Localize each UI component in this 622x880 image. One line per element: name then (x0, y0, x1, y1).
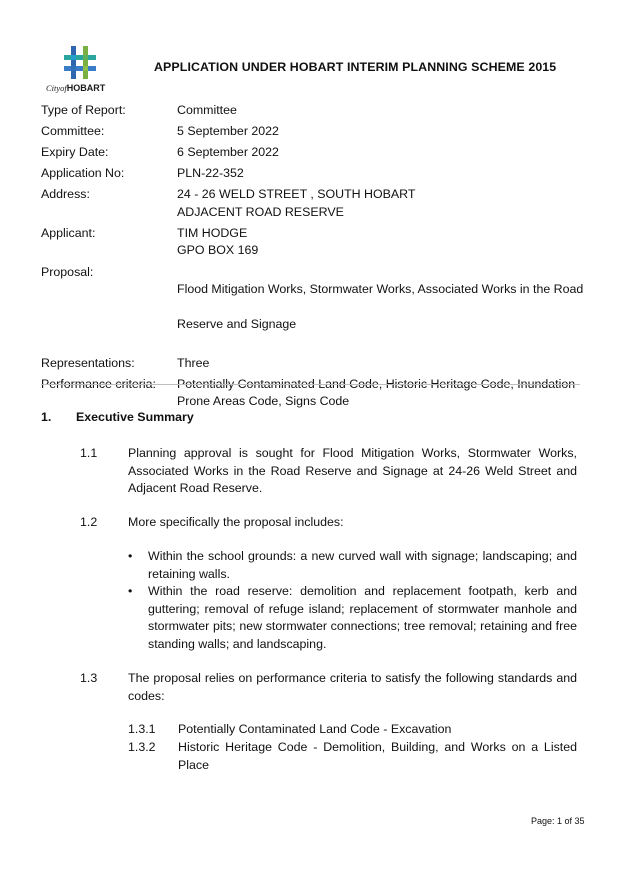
detail-value: PLN-22-352 (177, 166, 244, 181)
subitem-1-3-2 (128, 739, 577, 774)
section-number: 1. (41, 410, 52, 424)
detail-label: Expiry Date: (41, 145, 109, 160)
paragraph-number: 1.1 (80, 446, 98, 460)
detail-value: Committee (177, 103, 237, 117)
paragraph-number: 1.2 (80, 515, 98, 529)
detail-row-criteria (41, 376, 586, 411)
subitem-1-3-1 (128, 721, 577, 739)
report-details (41, 102, 586, 414)
page-number: Page: 1 of 35 (531, 816, 585, 826)
section-title: Executive Summary (76, 410, 194, 424)
detail-value: 24 - 26 WELD STREET , SOUTH HOBART ADJACENT ROAD RESERVE (177, 187, 416, 219)
detail-label: Application No: (41, 166, 125, 181)
paragraph-text: Planning approval is sought for Flood Mitigation Works, Stormwater Works, Associated Works in the Road Reserve and Signage at 24-26 Weld Street and Adjacent Road Reserve. (128, 446, 577, 495)
detail-row-proposal (41, 264, 586, 352)
proposal-line-1: Flood Mitigation Works, Stormwater Works, Associated Works in the Road (177, 282, 584, 297)
section-heading (41, 410, 194, 424)
detail-value: Potentially Contaminated Land Code, Historic Heritage Code, Inundation Prone Areas Code, Signs Code (177, 376, 576, 409)
bullet-icon: • (128, 549, 133, 563)
detail-row-address (41, 186, 586, 221)
detail-label: Representations: (41, 355, 135, 370)
proposal-line-2: Reserve and Signage (177, 317, 297, 332)
detail-row-committee (41, 123, 586, 141)
paragraph-1-2 (80, 514, 577, 532)
detail-value: Three (177, 355, 210, 370)
paragraph-text: The proposal relies on performance criteria to satisfy the following standards and codes: (128, 671, 577, 703)
detail-value (177, 264, 586, 352)
detail-label: Committee: (41, 124, 105, 139)
detail-row-representations (41, 355, 586, 373)
city-of-hobart-logo (44, 44, 124, 96)
detail-label: Applicant: (41, 225, 96, 240)
detail-label: Address: (41, 187, 90, 202)
paragraph-1-1 (80, 445, 577, 498)
list-item-text: Within the road reserve: demolition and replacement footpath, kerb and guttering; removal of refuge island; replacement of stormwater manhole and stormwater pits; new stormwater connections; tree removal; retaining and free standing walls; and landscaping. (148, 584, 577, 651)
detail-row-applicant (41, 225, 586, 260)
subitem-text: Historic Heritage Code - Demolition, Building, and Works on a Listed Place (178, 740, 577, 772)
detail-label: Proposal: (41, 264, 94, 279)
hobart-hash-icon (62, 44, 98, 82)
subitem-text: Potentially Contaminated Land Code - Excavation (178, 722, 452, 736)
divider (41, 384, 580, 385)
paragraph-text: More specifically the proposal includes: (128, 515, 344, 529)
list-item (128, 583, 577, 653)
list-item (128, 548, 577, 583)
paragraph-1-3 (80, 670, 577, 705)
logo-wordmark: CityofHOBART (46, 83, 106, 93)
list-item-text: Within the school grounds: a new curved wall with signage; landscaping; and retaining walls. (148, 549, 577, 581)
paragraph-number: 1.3 (80, 671, 98, 685)
detail-row-expiry (41, 144, 586, 162)
detail-row-type (41, 102, 586, 120)
detail-value: 6 September 2022 (177, 145, 279, 160)
subitem-number: 1.3.1 (128, 722, 156, 736)
proposal-bullet-list (128, 548, 577, 653)
page-title: APPLICATION UNDER HOBART INTERIM PLANNING SCHEME 2015 (154, 60, 557, 74)
detail-value: TIM HODGE GPO BOX 169 (177, 225, 259, 258)
detail-label: Performance criteria: (41, 376, 156, 391)
detail-row-application (41, 165, 586, 183)
subitem-number: 1.3.2 (128, 740, 156, 754)
detail-label: Type of Report: (41, 103, 126, 117)
detail-value: 5 September 2022 (177, 124, 279, 139)
bullet-icon: • (128, 584, 133, 598)
